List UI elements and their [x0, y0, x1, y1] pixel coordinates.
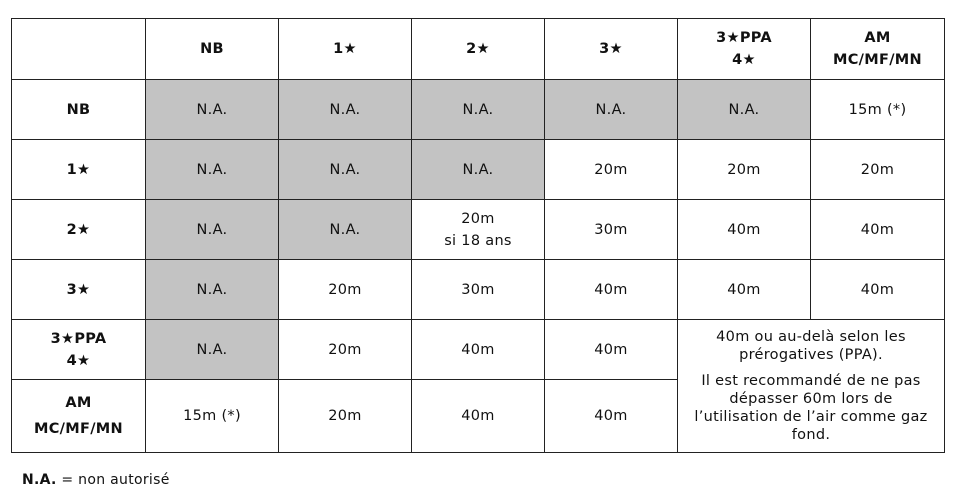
table-cell: 15m (*) — [146, 380, 279, 453]
table-cell: N.A. — [146, 140, 279, 200]
table-cell: N.A. — [146, 320, 279, 380]
row-header-nb: NB — [12, 80, 146, 140]
table-cell: 20m si 18 ans — [412, 200, 545, 260]
table-cell: N.A. — [279, 140, 412, 200]
table-cell: 20m — [545, 140, 678, 200]
legend-term: N.A. — [22, 472, 57, 488]
table-cell: 20m — [279, 380, 412, 453]
legend-definition: = non autorisé — [56, 472, 170, 488]
note-recommendation: Il est recommandé de ne pas dépasser 60m lors de l’utilisation de l’air comme gaz fond. — [694, 373, 928, 443]
table-row — [12, 320, 945, 380]
header-row — [12, 19, 945, 80]
table-cell: 40m — [678, 200, 811, 260]
depth-limits-table — [11, 18, 945, 453]
table-cell: 30m — [412, 260, 545, 320]
table-cell: 20m — [678, 140, 811, 200]
table-cell: N.A. — [279, 80, 412, 140]
table-row — [12, 80, 945, 140]
row-header-1-star: 1★ — [12, 140, 146, 200]
table-row — [12, 260, 945, 320]
table-row — [12, 200, 945, 260]
table-cell: 40m — [412, 380, 545, 453]
col-header-am-mc-mf-mn: AM MC/MF/MN — [811, 19, 945, 80]
row-header-3-star: 3★ — [12, 260, 146, 320]
table-cell: 40m — [545, 380, 678, 453]
table-cell: 20m — [811, 140, 945, 200]
table-cell: 40m — [412, 320, 545, 380]
table-cell: N.A. — [146, 80, 279, 140]
table-row — [12, 140, 945, 200]
table-cell: 30m — [545, 200, 678, 260]
table-cell: 40m — [811, 260, 945, 320]
table-cell: 40m — [545, 260, 678, 320]
table-cell: 40m — [678, 260, 811, 320]
table-cell: N.A. — [678, 80, 811, 140]
col-header-1-star: 1★ — [279, 19, 412, 80]
table-cell: 20m — [279, 320, 412, 380]
merged-note-cell — [678, 320, 945, 453]
table-cell: N.A. — [279, 200, 412, 260]
legend — [22, 472, 170, 488]
table-cell: N.A. — [146, 260, 279, 320]
note-prerogatives: 40m ou au-delà selon les prérogatives (PPA). — [716, 329, 906, 363]
row-header-2-star: 2★ — [12, 200, 146, 260]
table-cell: N.A. — [545, 80, 678, 140]
table-cell: 20m — [279, 260, 412, 320]
table-cell: 40m — [811, 200, 945, 260]
row-header-3-star-ppa-4-star: 3★PPA 4★ — [12, 320, 146, 380]
table-cell: 40m — [545, 320, 678, 380]
col-header-3-star: 3★ — [545, 19, 678, 80]
col-header-nb: NB — [146, 19, 279, 80]
row-header-am-mc-mf-mn: AM MC/MF/MN — [12, 380, 146, 453]
table-cell: N.A. — [412, 140, 545, 200]
table-cell: N.A. — [412, 80, 545, 140]
table-cell: 15m (*) — [811, 80, 945, 140]
table-cell: N.A. — [146, 200, 279, 260]
corner-cell — [12, 19, 146, 80]
col-header-2-star: 2★ — [412, 19, 545, 80]
col-header-3-star-ppa-4-star: 3★PPA 4★ — [678, 19, 811, 80]
